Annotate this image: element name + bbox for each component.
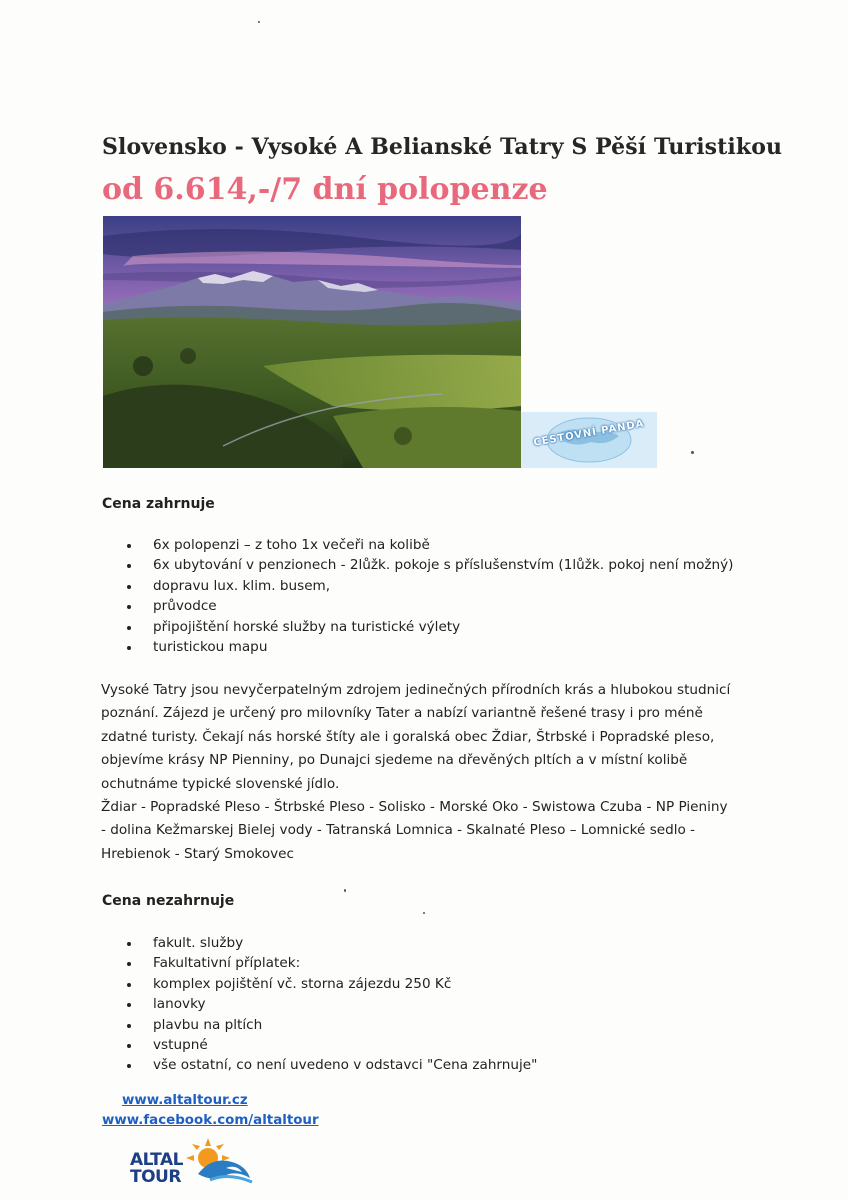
list-item: plavbu na pltích [102, 1015, 537, 1035]
description-line: zdatné turisty. Čekají nás horské štíty ale i goralská obec Ždiar, Štrbské i Popradské pleso, [101, 728, 715, 745]
included-list [102, 535, 733, 657]
included-heading: Cena zahrnuje [102, 496, 215, 512]
excluded-heading: Cena nezahrnuje [102, 893, 235, 909]
list-item: průvodce [102, 596, 733, 616]
logo-text-tour: TOUR [130, 1167, 181, 1187]
description-line: objevíme krásy NP Pienniny, po Dunajci sjedeme na dřevěných pltích a v místní kolibě [101, 752, 688, 769]
description-line: ochutnáme typické slovenské jídlo. [101, 775, 340, 792]
list-item: vše ostatní, co není uvedeno v odstavci "Cena zahrnuje" [102, 1055, 537, 1075]
list-item: 6x polopenzi – z toho 1x večeři na kolibě [102, 535, 733, 555]
tour-description [101, 679, 761, 866]
scan-speck [344, 889, 346, 892]
list-item: připojištění horské služby na turistické výlety [102, 617, 733, 637]
route-line: - dolina Kežmarskej Bielej vody - Tatranská Lomnica - Skalnaté Pleso – Lomnické sedlo - [101, 822, 696, 839]
scan-speck [691, 451, 694, 454]
logo-text-altal: ALTAL [130, 1150, 183, 1170]
description-line: Vysoké Tatry jsou nevyčerpatelným zdrojem jedinečných přírodních krás a hlubokou studnicí [101, 682, 731, 698]
altal-tour-logo [128, 1134, 268, 1192]
price-headline: od 6.614,-/7 dní polopenze [102, 172, 548, 207]
list-item: fakult. služby [102, 933, 537, 953]
contact-links [102, 1091, 319, 1131]
list-item: lanovky [102, 994, 537, 1014]
list-item: 6x ubytování v penzionech - 2lůžk. pokoje s příslušenstvím (1lůžk. pokoj není možný) [102, 555, 733, 575]
scan-speck [423, 912, 425, 914]
route-line: Ždiar - Popradské Pleso - Štrbské Pleso - Solisko - Morské Oko - Swistowa Czuba - NP Pieniny [101, 799, 728, 816]
scan-speck [258, 21, 260, 23]
badge-text: CESTOVNÍ PANDA [532, 418, 646, 449]
list-item: komplex pojištění vč. storna zájezdu 250 Kč [102, 974, 537, 994]
list-item: turistickou mapu [102, 637, 733, 657]
tatra-mountains-photo [103, 216, 521, 468]
page-title: Slovensko - Vysoké A Belianské Tatry S Pěší Turistikou [102, 134, 783, 160]
route-line: Hrebienok - Starý Smokovec [101, 845, 295, 862]
description-line: poznání. Zájezd je určený pro milovníky Tater a nabízí variantně řešené trasy i pro méně [101, 705, 703, 722]
excluded-list [102, 933, 537, 1076]
facebook-link[interactable]: www.facebook.com/altaltour [102, 1113, 319, 1128]
list-item: dopravu lux. klim. busem, [102, 576, 733, 596]
website-link[interactable]: www.altaltour.cz [122, 1093, 248, 1108]
list-item: Fakultativní příplatek: [102, 953, 537, 973]
list-item: vstupné [102, 1035, 537, 1055]
